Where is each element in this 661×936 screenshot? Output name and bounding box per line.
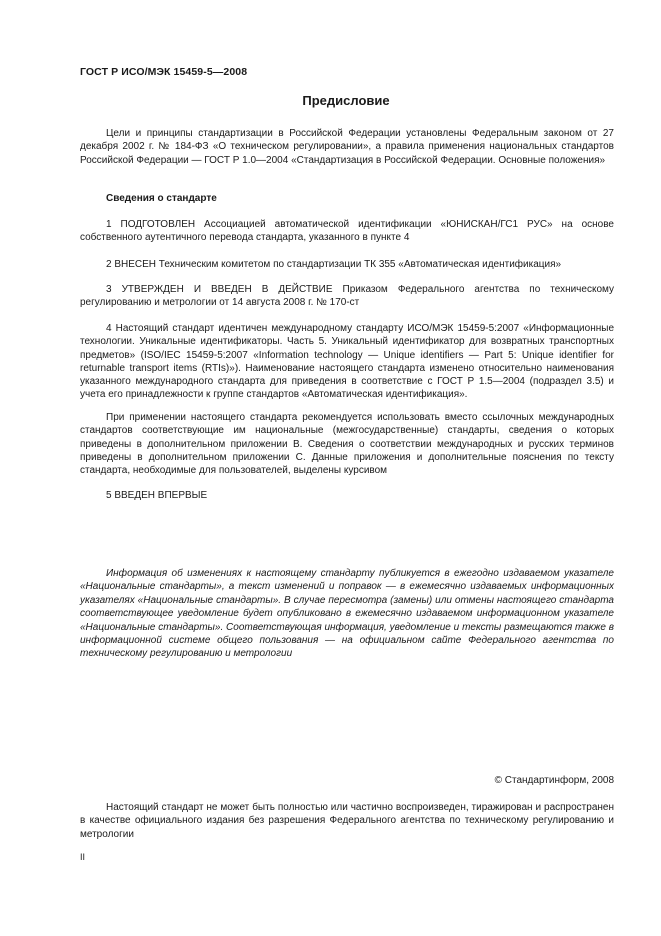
changes-info-notice: Информация об изменениях к настоящему стандарту публикуется в ежегодно издаваемом указателе «Национальные стандарты», а текст изменений и поправок — в ежемесячно издаваемых информационных указателях «Национальные стандарты». В случае пересмотра (замены) или отмены настоящего стандарта соответствующее уведомление будет опубликовано в ежемесячно издаваемом информационном указателе «Национальные стандарты». Соответствующая информация, уведомление и тексты размещаются также в информационной системе общего пользования — на официальном сайте Федерального агентства по техническому регулированию и метрологии [80,568,614,660]
item-4-identical: 4 Настоящий стандарт идентичен международному стандарту ИСО/МЭК 15459-5:2007 «Информационные технологии. Уникальные идентификаторы. Часть 5. Уникальный идентификатор для возвратных транспортных предметов» (ISO/IEC 15459-5:2007 «Information technology — Unique identifiers — Part 5: Unique identifier for returnable transport items (RTIs)»). Наименование настоящего стандарта изменено относительно наименования указанного международного стандарта для приведения в соответствие с ГОСТ Р 1.5—2004 (подраздел 3.5) и учета его принадлежности к группе стандартов «Автоматическая идентификация». [80,323,614,401]
item-1-prepared: 1 ПОДГОТОВЛЕН Ассоциацией автоматической идентификации «ЮНИСКАН/ГС1 РУС» на основе собственного аутентичного перевода стандарта, указанного в пункте 4 [80,219,614,244]
item-4-usage-note: При применении настоящего стандарта рекомендуется использовать вместо ссылочных международных стандартов соответствующие им национальные (межгосударственные) стандарты, сведения о которых приведены в дополнительном приложении В. Сведения о соответствии международных и русских терминов приведены в дополнительном приложении С. Данные приложения и дополнительные пояснения по тексту стандарта, необходимые для пользователей, выделены курсивом [80,412,614,477]
page-number: II [80,852,86,862]
info-heading: Сведения о стандарте [106,193,217,204]
item-2-submitted: 2 ВНЕСЕН Техническим комитетом по стандартизации ТК 355 «Автоматическая идентификация» [106,259,562,270]
item-3-approved: 3 УТВЕРЖДЕН И ВВЕДЕН В ДЕЙСТВИЕ Приказом Федерального агентства по техническому регулированию и метрологии от 14 августа 2008 г. № 170-ст [80,284,614,309]
standard-code-header: ГОСТ Р ИСО/МЭК 15459-5—2008 [80,66,248,78]
reproduction-notice: Настоящий стандарт не может быть полностью или частично воспроизведен, тиражирован и распространен в качестве официального издания без разрешения Федерального агентства по техническому регулированию и метрологии [80,802,614,840]
page-title: Предисловие [302,93,390,108]
intro-paragraph: Цели и принципы стандартизации в Российской Федерации установлены Федеральным законом от 27 декабря 2002 г. № 184-ФЗ «О техническом регулировании», а правила применения национальных стандартов Российской Федерации — ГОСТ Р 1.0—2004 «Стандартизация в Российской Федерации. Основные положения» [80,128,614,166]
copyright: © Стандартинформ, 2008 [494,775,614,786]
item-5-first-introduced: 5 ВВЕДЕН ВПЕРВЫЕ [106,490,208,501]
